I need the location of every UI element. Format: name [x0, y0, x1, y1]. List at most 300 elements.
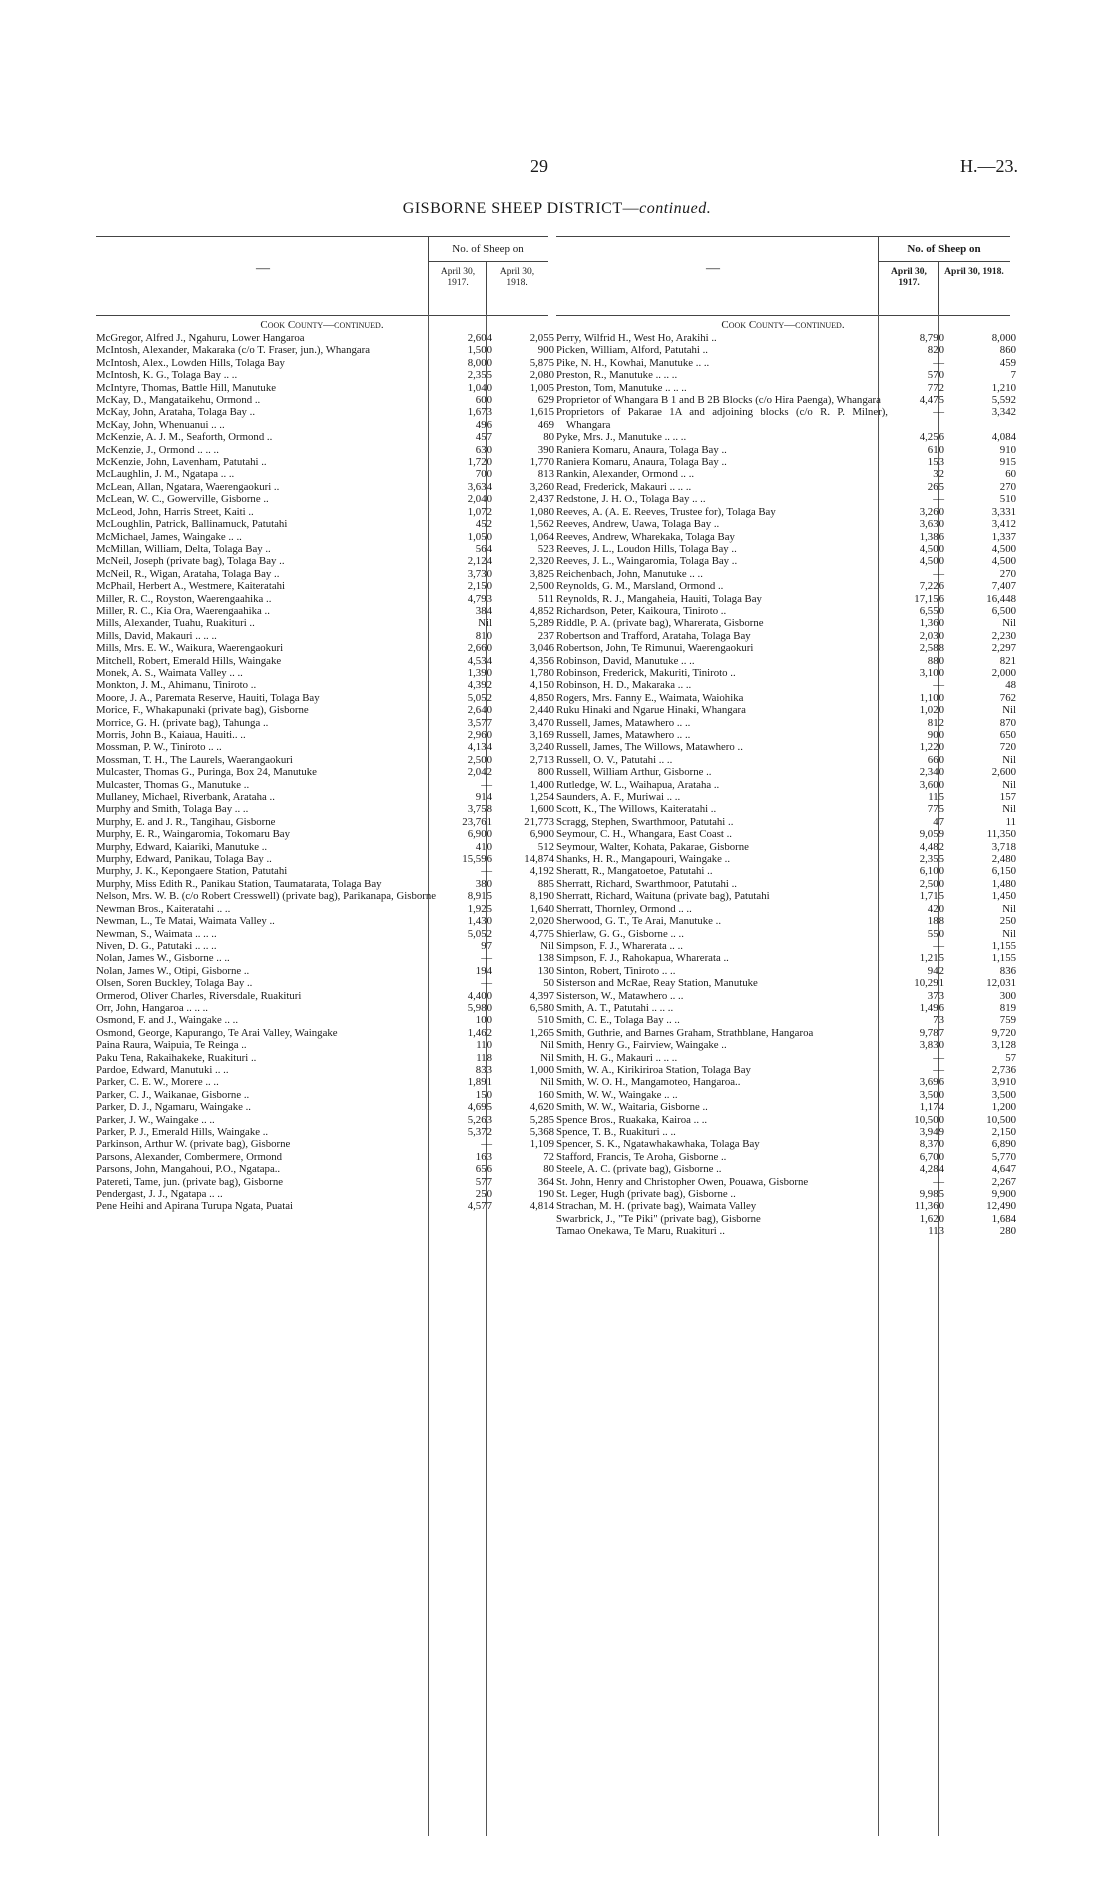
- sheep-1917: 4,577: [467, 1200, 492, 1213]
- sheep-1918: 6,500: [991, 604, 1016, 617]
- table-row: [556, 1026, 1016, 1039]
- owner-name: Smith, W. A., Kirikiriroa Station, Tolaga Bay: [556, 1063, 751, 1076]
- owner-name: Miller, R. C., Kia Ora, Waerengaahika ..: [96, 604, 270, 617]
- sheep-1917: 5,263: [467, 1113, 492, 1126]
- owner-name: Morrice, G. H. (private bag), Tahunga ..: [96, 716, 269, 729]
- sheep-1918: 510: [537, 1014, 554, 1027]
- owner-name: Sherratt, Richard, Swarthmoor, Patutahi ..: [556, 877, 737, 890]
- sheep-1917: 6,700: [919, 1150, 944, 1163]
- sheep-1918: 720: [999, 741, 1016, 754]
- owner-name: Murphy and Smith, Tolaga Bay .. ..: [96, 803, 249, 816]
- table-row: [96, 1138, 554, 1151]
- sheep-1917: 1,620: [919, 1212, 944, 1225]
- report-code: H.—23.: [960, 156, 1018, 176]
- table-row: [96, 344, 554, 357]
- sheep-1918: 3,331: [991, 505, 1016, 518]
- sheep-1918: 4,500: [991, 555, 1016, 568]
- sheep-1917: Nil: [478, 617, 492, 630]
- table-row: [96, 964, 554, 977]
- sheep-1917: 3,577: [467, 716, 492, 729]
- sheep-1917: 4,500: [919, 555, 944, 568]
- sheep-1917: 1,072: [467, 505, 492, 518]
- owner-name: Nolan, James W., Otipi, Gisborne ..: [96, 964, 250, 977]
- table-row: [96, 418, 554, 431]
- sheep-1917: —: [481, 778, 492, 791]
- table-row: [556, 1150, 1016, 1163]
- sheep-1917: 1,500: [467, 344, 492, 357]
- table-row: [556, 530, 1016, 543]
- owner-name: Richardson, Peter, Kaikoura, Tiniroto ..: [556, 604, 727, 617]
- table-row: [96, 542, 554, 555]
- table-row: [556, 853, 1016, 866]
- table-row: [96, 480, 554, 493]
- sheep-1917: 2,355: [919, 853, 944, 866]
- sheep-1917: 3,696: [919, 1076, 944, 1089]
- table-row: [556, 877, 1016, 890]
- table-row: [96, 766, 554, 779]
- sheep-1917: 1,386: [919, 530, 944, 543]
- owner-name: Reynolds, R. J., Mangaheia, Hauiti, Tolaga Bay: [556, 592, 762, 605]
- owner-name: Mullaney, Michael, Riverbank, Arataha ..: [96, 791, 275, 804]
- sheep-1917: 452: [475, 518, 492, 531]
- table-row: [556, 493, 1016, 506]
- sheep-1917: 373: [927, 989, 944, 1002]
- owner-name: Smith, Henry G., Fairview, Waingake ..: [556, 1039, 727, 1052]
- table-row: [556, 729, 1016, 741]
- table-row: [96, 691, 554, 704]
- owner-name: Robinson, Frederick, Makuriti, Tiniroto ..: [556, 666, 736, 679]
- sheep-1918: 1,400: [529, 778, 554, 791]
- sheep-1918: 813: [537, 468, 554, 481]
- table-row: [96, 406, 554, 419]
- sheep-1918: 1,155: [991, 952, 1016, 965]
- sheep-1918: 1,064: [529, 530, 554, 543]
- sheep-1918: 821: [999, 654, 1016, 667]
- owner-name: Raniera Komaru, Anaura, Tolaga Bay ..: [556, 456, 727, 469]
- sheep-1917: 5,052: [467, 691, 492, 704]
- table-row: [96, 555, 554, 568]
- sheep-1917: 118: [476, 1051, 492, 1064]
- sheep-1917: 6,900: [467, 828, 492, 841]
- owner-name: Pardoe, Edward, Manutuki .. ..: [96, 1063, 229, 1076]
- owner-name: Scragg, Stephen, Swarthmoor, Patutahi ..: [556, 815, 734, 828]
- sheep-1917: 942: [927, 964, 944, 977]
- owner-name: McKay, D., Mangataikehu, Ormond ..: [96, 394, 261, 407]
- owner-name: Read, Frederick, Makauri .. .. ..: [556, 480, 692, 493]
- owner-name: Mitchell, Robert, Emerald Hills, Waingake: [96, 654, 282, 667]
- table-row: [96, 840, 554, 853]
- owner-name: Monkton, J. M., Ahimanu, Tiniroto ..: [96, 679, 257, 692]
- owner-name: McLean, Allan, Ngatara, Waerengaokuri ..: [96, 480, 280, 493]
- sheep-1918: 3,260: [529, 480, 554, 493]
- owner-name: McKenzie, J., Ormond .. .. ..: [96, 443, 219, 456]
- sheep-1917: 610: [927, 443, 944, 456]
- owner-name: Parsons, Alexander, Combermere, Ormond: [96, 1150, 283, 1163]
- sheep-1917: 3,100: [919, 666, 944, 679]
- sheep-1918: 2,440: [529, 704, 554, 717]
- owner-name: Proprietor of Whangara B 1 and B 2B Blocks (c/o Hira Paenga), Whangara: [556, 394, 881, 407]
- table-row: [556, 480, 1016, 493]
- owner-name: Pike, N. H., Kowhai, Manutuke .. ..: [556, 356, 710, 369]
- owner-name: McPhail, Herbert A., Westmere, Kaiteratahi: [96, 580, 286, 593]
- sheep-1918: 11: [1005, 815, 1016, 828]
- table-row: [96, 952, 554, 965]
- table-row: [96, 1163, 554, 1176]
- table-row: [556, 567, 1016, 580]
- sheep-1917: 1,715: [919, 890, 944, 903]
- sheep-1917: 6,100: [919, 865, 944, 878]
- district-title-main: GISBORNE SHEEP DISTRICT—: [402, 200, 640, 217]
- sheep-1918: 2,713: [529, 753, 554, 766]
- sheep-1918: 900: [537, 344, 554, 357]
- sheep-1917: 47: [933, 815, 944, 828]
- sheep-1918: 511: [538, 592, 554, 605]
- sheep-1917: —: [481, 1138, 492, 1151]
- table-row: [96, 902, 554, 915]
- owner-name: Mulcaster, Thomas G., Puringa, Box 24, Manutuke: [96, 766, 317, 779]
- table-row: [556, 1113, 1016, 1126]
- table-row: [96, 1188, 554, 1201]
- owner-name: Smith, H. G., Makauri .. .. ..: [556, 1051, 678, 1064]
- owner-name: Russell, William Arthur, Gisborne ..: [556, 766, 712, 779]
- table-row: [556, 518, 1016, 531]
- sheep-1918: 1,254: [529, 791, 554, 804]
- owner-name: Sherwood, G. T., Te Arai, Manutuke ..: [556, 915, 722, 928]
- sheep-1918: 160: [537, 1088, 554, 1101]
- sheep-1918: 2,320: [529, 555, 554, 568]
- sheep-1917: 10,291: [914, 977, 944, 990]
- owner-name: Simpson, F. J., Rahokapua, Wharerata ..: [556, 952, 729, 965]
- owner-name: Olsen, Soren Buckley, Tolaga Bay ..: [96, 977, 253, 990]
- sheep-1918: 5,770: [991, 1150, 1016, 1163]
- sheep-1918: 1,770: [529, 456, 554, 469]
- table-row: [556, 778, 1016, 791]
- owner-name: Redstone, J. H. O., Tolaga Bay .. ..: [556, 493, 706, 506]
- sheep-1917: 656: [475, 1163, 492, 1176]
- sheep-1917: 1,100: [919, 691, 944, 704]
- left-rows: [96, 319, 554, 1213]
- county-heading: Cook County—continued.: [260, 319, 384, 331]
- sheep-1917: 5,372: [467, 1126, 492, 1138]
- owner-name: Preston, Tom, Manutuke .. .. ..: [556, 381, 687, 394]
- table-row: [556, 344, 1016, 357]
- table-row: [96, 865, 554, 878]
- owner-name: McKay, John, Whenuanui .. ..: [96, 418, 225, 431]
- sheep-1917: 4,793: [467, 592, 492, 605]
- header-col-1917: April 30, 1917.: [891, 267, 927, 288]
- sheep-1918: 2,480: [991, 853, 1016, 866]
- sheep-1917: 153: [927, 456, 944, 469]
- sheep-1917: 100: [475, 1014, 492, 1027]
- table-row: [556, 791, 1016, 804]
- sheep-1918: 4,356: [529, 654, 554, 667]
- table-row: [556, 443, 1016, 456]
- sheep-1918: 364: [537, 1175, 554, 1188]
- sheep-1918: 5,875: [529, 356, 554, 369]
- sheep-1918: 3,825: [529, 567, 554, 580]
- table-row: [556, 468, 1016, 481]
- sheep-1918: 2,297: [991, 642, 1016, 655]
- table-row: [556, 890, 1016, 903]
- table-row: [96, 828, 554, 841]
- sheep-1917: 4,400: [467, 989, 492, 1002]
- table-row: [556, 865, 1016, 878]
- sheep-1918: 5,368: [529, 1126, 554, 1138]
- sheep-1917: 4,500: [919, 542, 944, 555]
- owner-name: McKenzie, A. J. M., Seaforth, Ormond ..: [96, 431, 273, 444]
- sheep-1917: 8,370: [919, 1138, 944, 1151]
- table-row: [96, 505, 554, 518]
- sheep-1918: 4,852: [529, 604, 554, 617]
- sheep-1918: 6,900: [529, 828, 554, 841]
- sheep-1917: 772: [927, 381, 944, 394]
- owner-name: Parker, C. J., Waikanae, Gisborne ..: [96, 1088, 250, 1101]
- table-row: [96, 1126, 554, 1138]
- table-row: [96, 617, 554, 630]
- sheep-1917: 97: [481, 939, 492, 952]
- sheep-1918: 1,005: [529, 381, 554, 394]
- owner-name: Parker, J. W., Waingake .. ..: [96, 1113, 215, 1126]
- table-row: [556, 1188, 1016, 1201]
- sheep-1918: 523: [537, 542, 554, 555]
- sheep-1918: 2,055: [529, 332, 554, 344]
- sheep-1918: 6,890: [991, 1138, 1016, 1151]
- sheep-1917: 3,260: [919, 505, 944, 518]
- owner-name: McNeil, Joseph (private bag), Tolaga Bay ..: [96, 555, 285, 568]
- sheep-1918: 21,773: [524, 815, 554, 828]
- owner-name: Orr, John, Hangaroa .. .. ..: [96, 1001, 209, 1014]
- sheep-1917: 1,462: [467, 1026, 492, 1039]
- sheep-1918: 72: [543, 1150, 554, 1163]
- owner-name: Russell, James, Matawhero .. ..: [556, 716, 691, 729]
- owner-name: Parker, D. J., Ngamaru, Waingake ..: [96, 1101, 252, 1114]
- owner-name: Mills, Alexander, Tuahu, Ruakituri ..: [96, 617, 255, 630]
- owner-name: Morris, John B., Kaiaua, Hauiti.. ..: [96, 729, 246, 741]
- sheep-1917: 880: [927, 654, 944, 667]
- owner-name: St. John, Henry and Christopher Owen, Pouawa, Gisborne: [556, 1175, 809, 1188]
- sheep-1917: 600: [475, 394, 492, 407]
- owner-name: Pene Heihi and Apirana Turupa Ngata, Puatai: [96, 1200, 294, 1213]
- owner-name: Reeves, A. (A. E. Reeves, Trustee for), Tolaga Bay: [556, 505, 776, 518]
- table-row: [96, 518, 554, 531]
- table-row: [556, 915, 1016, 928]
- table-row: [96, 443, 554, 456]
- owner-name: Scott, K., The Willows, Kaiteratahi ..: [556, 803, 717, 816]
- sheep-1917: 11,360: [914, 1200, 944, 1213]
- owner-name: Stafford, Francis, Te Aroha, Gisborne ..: [556, 1150, 727, 1163]
- table-row: [556, 1200, 1016, 1213]
- table-row: [96, 815, 554, 828]
- table-row: [96, 394, 554, 407]
- table-row: [556, 927, 1016, 940]
- owner-name: Mills, Mrs. E. W., Waikura, Waerengaokuri: [96, 642, 284, 655]
- table-row: [556, 1014, 1016, 1027]
- table-row: [96, 890, 554, 903]
- table-row: [96, 1088, 554, 1101]
- sheep-1918: 836: [999, 964, 1016, 977]
- sheep-1918: 7: [1010, 369, 1016, 382]
- owner-name: Newman, S., Waimata .. .. ..: [96, 927, 217, 940]
- owner-name: Pendergast, J. J., Ngatapa .. ..: [96, 1188, 223, 1201]
- sheep-1917: 1,040: [467, 381, 492, 394]
- table-row: [96, 1063, 554, 1076]
- sheep-1918: 4,775: [529, 927, 554, 940]
- owner-name: Russell, O. V., Patutahi .. ..: [556, 753, 673, 766]
- owner-name: Murphy, Edward, Kaiariki, Manutuke ..: [96, 840, 268, 853]
- table-row: [96, 592, 554, 605]
- sheep-1917: 410: [475, 840, 492, 853]
- owner-name: Sherratt, Thornley, Ormond .. ..: [556, 902, 692, 915]
- sheep-1918: 6,580: [529, 1001, 554, 1014]
- sheep-1917: 900: [927, 729, 944, 741]
- table-row: [96, 567, 554, 580]
- owner-name: McIntosh, Alex., Lowden Hills, Tolaga Bay: [96, 356, 285, 369]
- table-row: [556, 1126, 1016, 1138]
- sheep-1918: 3,500: [991, 1088, 1016, 1101]
- sheep-1918: 4,620: [529, 1101, 554, 1114]
- table-row: [556, 617, 1016, 630]
- table-row: [96, 431, 554, 444]
- sheep-1917: 2,660: [467, 642, 492, 655]
- owner-name: Raniera Komaru, Anaura, Tolaga Bay ..: [556, 443, 727, 456]
- sheep-1917: —: [933, 356, 944, 369]
- sheep-1918: 4,647: [991, 1163, 1016, 1176]
- owner-name: McIntosh, K. G., Tolaga Bay .. ..: [96, 369, 238, 382]
- sheep-1917: 8,915: [467, 890, 492, 903]
- table-row: [556, 505, 1016, 518]
- sheep-1917: 1,925: [467, 902, 492, 915]
- sheep-1918: Nil: [540, 939, 554, 952]
- owner-name: McNeil, R., Wigan, Arataha, Tolaga Bay ..: [96, 567, 280, 580]
- sheep-1918: 2,020: [529, 915, 554, 928]
- owner-name: Steele, A. C. (private bag), Gisborne ..: [556, 1163, 722, 1176]
- owner-name: Murphy, Edward, Panikau, Tolaga Bay ..: [96, 853, 272, 866]
- sheep-1917: 4,475: [919, 394, 944, 407]
- sheep-1917: —: [933, 567, 944, 580]
- sheep-1917: 8,000: [467, 356, 492, 369]
- sheep-1917: 2,042: [467, 766, 492, 779]
- owner-name: Patereti, Tame, jun. (private bag), Gisborne: [96, 1175, 284, 1188]
- owner-name: Sinton, Robert, Tiniroto .. ..: [556, 964, 676, 977]
- table-row: [556, 679, 1016, 692]
- owner-name: Strachan, M. H. (private bag), Waimata Valley: [556, 1200, 757, 1213]
- table-row: [556, 1039, 1016, 1052]
- sheep-1918: 762: [999, 691, 1016, 704]
- sheep-1918: 2,000: [991, 666, 1016, 679]
- sheep-1917: 4,534: [467, 654, 492, 667]
- sheep-1917: 914: [475, 791, 492, 804]
- owner-name: McLean, W. C., Gowerville, Gisborne ..: [96, 493, 269, 506]
- sheep-1918: 3,342: [991, 406, 1016, 419]
- sheep-1917: —: [481, 865, 492, 878]
- table-row: [96, 704, 554, 717]
- sheep-1918: 4,150: [529, 679, 554, 692]
- sheep-1917: 1,720: [467, 456, 492, 469]
- header-dash: —: [256, 261, 270, 276]
- owner-name: Spencer, S. K., Ngatawhakawhaka, Tolaga Bay: [556, 1138, 760, 1151]
- owner-name: Sherratt, Richard, Waituna (private bag), Patutahi: [556, 890, 770, 903]
- owner-name: St. Leger, Hugh (private bag), Gisborne ..: [556, 1188, 736, 1201]
- table-row: [556, 356, 1016, 369]
- table-row: [96, 604, 554, 617]
- table-row: [556, 394, 1016, 407]
- table-row: [556, 716, 1016, 729]
- owner-name: Robinson, H. D., Makaraka .. ..: [556, 679, 692, 692]
- sheep-1917: 188: [927, 915, 944, 928]
- sheep-1917: 10,500: [914, 1113, 944, 1126]
- table-row: [96, 332, 554, 344]
- sheep-1918: 270: [999, 567, 1016, 580]
- sheep-1917: 3,500: [919, 1088, 944, 1101]
- table-row: [556, 1101, 1016, 1114]
- sheep-1918: Nil: [1002, 778, 1016, 791]
- sheep-1918: 1,780: [529, 666, 554, 679]
- sheep-1918: 4,397: [529, 989, 554, 1002]
- owner-name: Proprietors of Pakarae 1A and adjoining blocks (c/o R. P. Milner), Whangara: [556, 406, 888, 431]
- table-row: [96, 642, 554, 655]
- sheep-1917: 2,604: [467, 332, 492, 344]
- owner-name: Osmond, F. and J., Waingake .. ..: [96, 1014, 239, 1027]
- sheep-1918: Nil: [540, 1039, 554, 1052]
- sheep-1917: 564: [475, 542, 492, 555]
- sheep-1917: 1,891: [467, 1076, 492, 1089]
- table-row: [556, 654, 1016, 667]
- sheep-1917: 17,156: [914, 592, 944, 605]
- sheep-1917: —: [933, 1175, 944, 1188]
- owner-name: Mossman, P. W., Tiniroto .. ..: [96, 741, 222, 754]
- sheep-1917: 1,050: [467, 530, 492, 543]
- table-row: [96, 580, 554, 593]
- owner-name: Robertson, John, Te Rimunui, Waerengaokuri: [556, 642, 754, 655]
- table-row: [96, 456, 554, 469]
- owner-name: Newman, L., Te Matai, Waimata Valley ..: [96, 915, 275, 928]
- sheep-1918: 885: [537, 877, 554, 890]
- sheep-1918: 1,640: [529, 902, 554, 915]
- table-row: [96, 989, 554, 1002]
- sheep-1918: 6,150: [991, 865, 1016, 878]
- table-row: [96, 666, 554, 679]
- sheep-1918: 3,470: [529, 716, 554, 729]
- owner-name: McLaughlin, J. M., Ngatapa .. ..: [96, 468, 235, 481]
- table-row: [96, 356, 554, 369]
- table-row: [556, 741, 1016, 754]
- sheep-1917: —: [933, 406, 944, 419]
- sheep-1917: —: [481, 952, 492, 965]
- table-row: [556, 939, 1016, 952]
- owner-name: Smith, Guthrie, and Barnes Graham, Strathblane, Hangaroa: [556, 1026, 814, 1039]
- sheep-1918: 759: [999, 1014, 1016, 1027]
- sheep-1918: 2,080: [529, 369, 554, 382]
- table-row: [556, 691, 1016, 704]
- sheep-1917: 9,985: [919, 1188, 944, 1201]
- sheep-1917: 4,695: [467, 1101, 492, 1114]
- sheep-1918: 1,210: [991, 381, 1016, 394]
- owner-name: Rogers, Mrs. Fanny E., Waimata, Waiohika: [556, 691, 744, 704]
- sheep-1918: 4,084: [991, 431, 1016, 444]
- sheep-1917: 23,761: [462, 815, 492, 828]
- sheep-1917: 1,360: [919, 617, 944, 630]
- sheep-1918: 9,720: [991, 1026, 1016, 1039]
- sheep-1917: 1,020: [919, 704, 944, 717]
- sheep-1918: 60: [1005, 468, 1016, 481]
- sheep-1917: 4,284: [919, 1163, 944, 1176]
- sheep-1917: 5,052: [467, 927, 492, 940]
- sheep-1917: 9,059: [919, 828, 944, 841]
- owner-name: Parkinson, Arthur W. (private bag), Gisborne: [96, 1138, 291, 1151]
- sheep-1917: 3,949: [919, 1126, 944, 1138]
- table-row: [556, 1138, 1016, 1151]
- sheep-1918: 10,500: [986, 1113, 1016, 1126]
